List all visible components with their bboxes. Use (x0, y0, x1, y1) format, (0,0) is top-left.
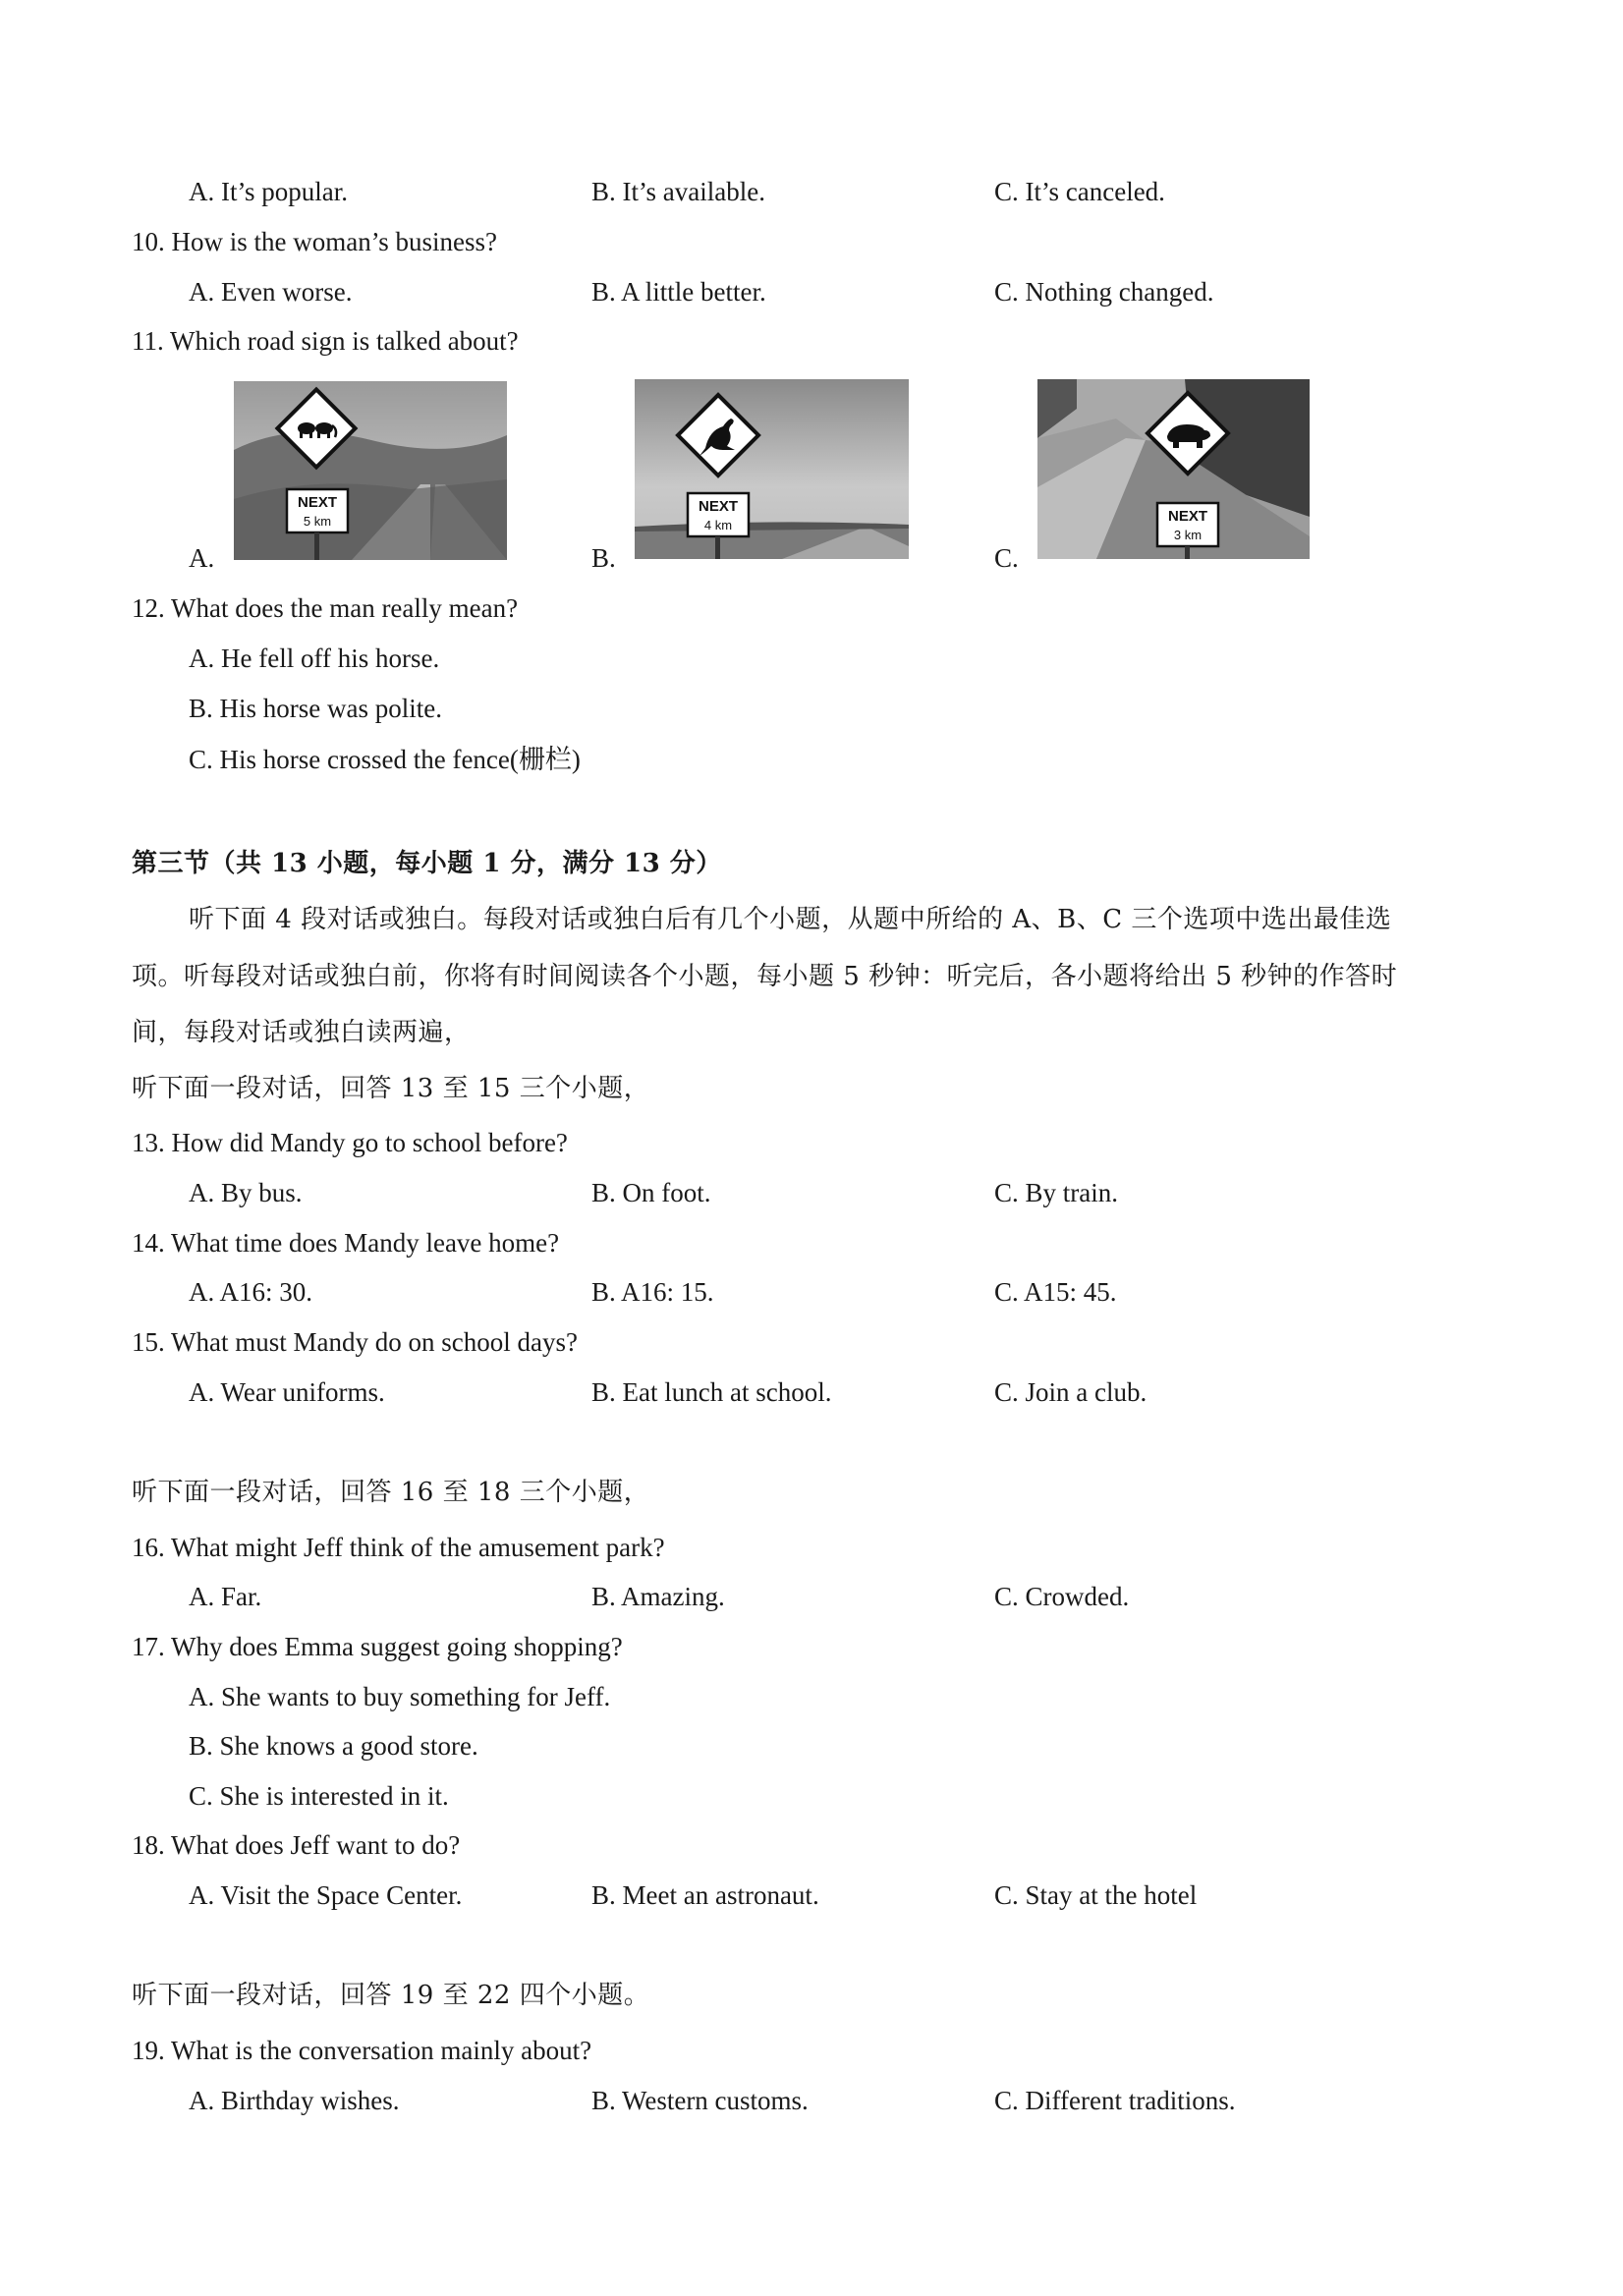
q10-stem: 10. How is the woman’s business? (132, 227, 497, 256)
q14-option-b: B. A16: 15. (591, 1277, 714, 1307)
q13-option-b: B. On foot. (591, 1178, 711, 1207)
road-sign-photo-c (1037, 379, 1310, 559)
q13-stem: 13. How did Mandy go to school before? (132, 1128, 568, 1157)
section-3-instructions-line-2: 项。听每段对话或独白前，你将有时间阅读各个小题，每小题 5 秒钟：听完后，各小题将给出 5 秒钟的作答时 (132, 962, 1398, 991)
q16-option-c: C. Crowded. (994, 1582, 1130, 1611)
section-3-heading: 第三节（共 13 小题，每小题 1 分，满分 13 分） (132, 849, 722, 878)
q19-stem: 19. What is the conversation mainly about? (132, 2036, 592, 2065)
q13-option-a: A. By bus. (189, 1178, 303, 1207)
sign-a-next: NEXT (297, 494, 338, 511)
q14-stem: 14. What time does Mandy leave home? (132, 1228, 560, 1258)
q12-option-b: B. His horse was polite. (189, 694, 442, 723)
q18-option-a: A. Visit the Space Center. (189, 1880, 463, 1910)
q16-stem: 16. What might Jeff think of the amusement park? (132, 1533, 665, 1562)
q19-option-a: A. Birthday wishes. (189, 2086, 400, 2115)
q9-option-a: A. It’s popular. (189, 177, 348, 206)
road-sign-photo-a (234, 381, 507, 560)
q12-option-c: C. His horse crossed the fence(栅栏) (189, 745, 581, 774)
q9-option-c: C. It’s canceled. (994, 177, 1165, 206)
q11-stem: 11. Which road sign is talked about? (132, 326, 519, 356)
road-sign-photo-b (635, 379, 909, 559)
q16-option-b: B. Amazing. (591, 1582, 725, 1611)
q18-option-c: C. Stay at the hotel (994, 1880, 1198, 1910)
q10-option-a: A. Even worse. (189, 277, 353, 307)
q12-option-a: A. He fell off his horse. (189, 644, 440, 673)
sign-c-distance: 3 km (1173, 528, 1203, 542)
q11-label-b: B. (591, 543, 616, 573)
sign-b-distance: 4 km (703, 518, 733, 532)
q12-stem: 12. What does the man really mean? (132, 593, 519, 623)
q17-option-a: A. She wants to buy something for Jeff. (189, 1682, 611, 1711)
sign-a-distance: 5 km (303, 514, 332, 529)
q11-label-a: A. (189, 543, 215, 573)
dialog-3-intro: 听下面一段对话，回答 19 至 22 四个小题。 (132, 1981, 650, 2010)
q9-option-b: B. It’s available. (591, 177, 765, 206)
q18-stem: 18. What does Jeff want to do? (132, 1830, 461, 1860)
sign-b-next: NEXT (698, 498, 739, 515)
section-3-instructions-line-3: 间，每段对话或独白读两遍， (132, 1018, 471, 1047)
q18-option-b: B. Meet an astronaut. (591, 1880, 819, 1910)
q11-label-c: C. (994, 543, 1019, 573)
q17-stem: 17. Why does Emma suggest going shopping? (132, 1632, 623, 1661)
section-3-instructions-line-1: 听下面 4 段对话或独白。每段对话或独白后有几个小题，从题中所给的 A、B、C 三个选项中选出最佳选 (189, 905, 1392, 934)
dialog-1-intro: 听下面一段对话，回答 13 至 15 三个小题， (132, 1074, 650, 1103)
q16-option-a: A. Far. (189, 1582, 262, 1611)
sign-c-next: NEXT (1167, 508, 1208, 525)
q10-option-b: B. A little better. (591, 277, 766, 307)
q15-option-a: A. Wear uniforms. (189, 1377, 385, 1407)
q15-stem: 15. What must Mandy do on school days? (132, 1327, 578, 1357)
q15-option-c: C. Join a club. (994, 1377, 1147, 1407)
dialog-2-intro: 听下面一段对话，回答 16 至 18 三个小题， (132, 1478, 650, 1507)
q14-option-a: A. A16: 30. (189, 1277, 313, 1307)
q17-option-b: B. She knows a good store. (189, 1731, 478, 1761)
q10-option-c: C. Nothing changed. (994, 277, 1214, 307)
q19-option-c: C. Different traditions. (994, 2086, 1236, 2115)
q17-option-c: C. She is interested in it. (189, 1781, 449, 1811)
q19-option-b: B. Western customs. (591, 2086, 809, 2115)
q15-option-b: B. Eat lunch at school. (591, 1377, 832, 1407)
q14-option-c: C. A15: 45. (994, 1277, 1117, 1307)
q13-option-c: C. By train. (994, 1178, 1118, 1207)
